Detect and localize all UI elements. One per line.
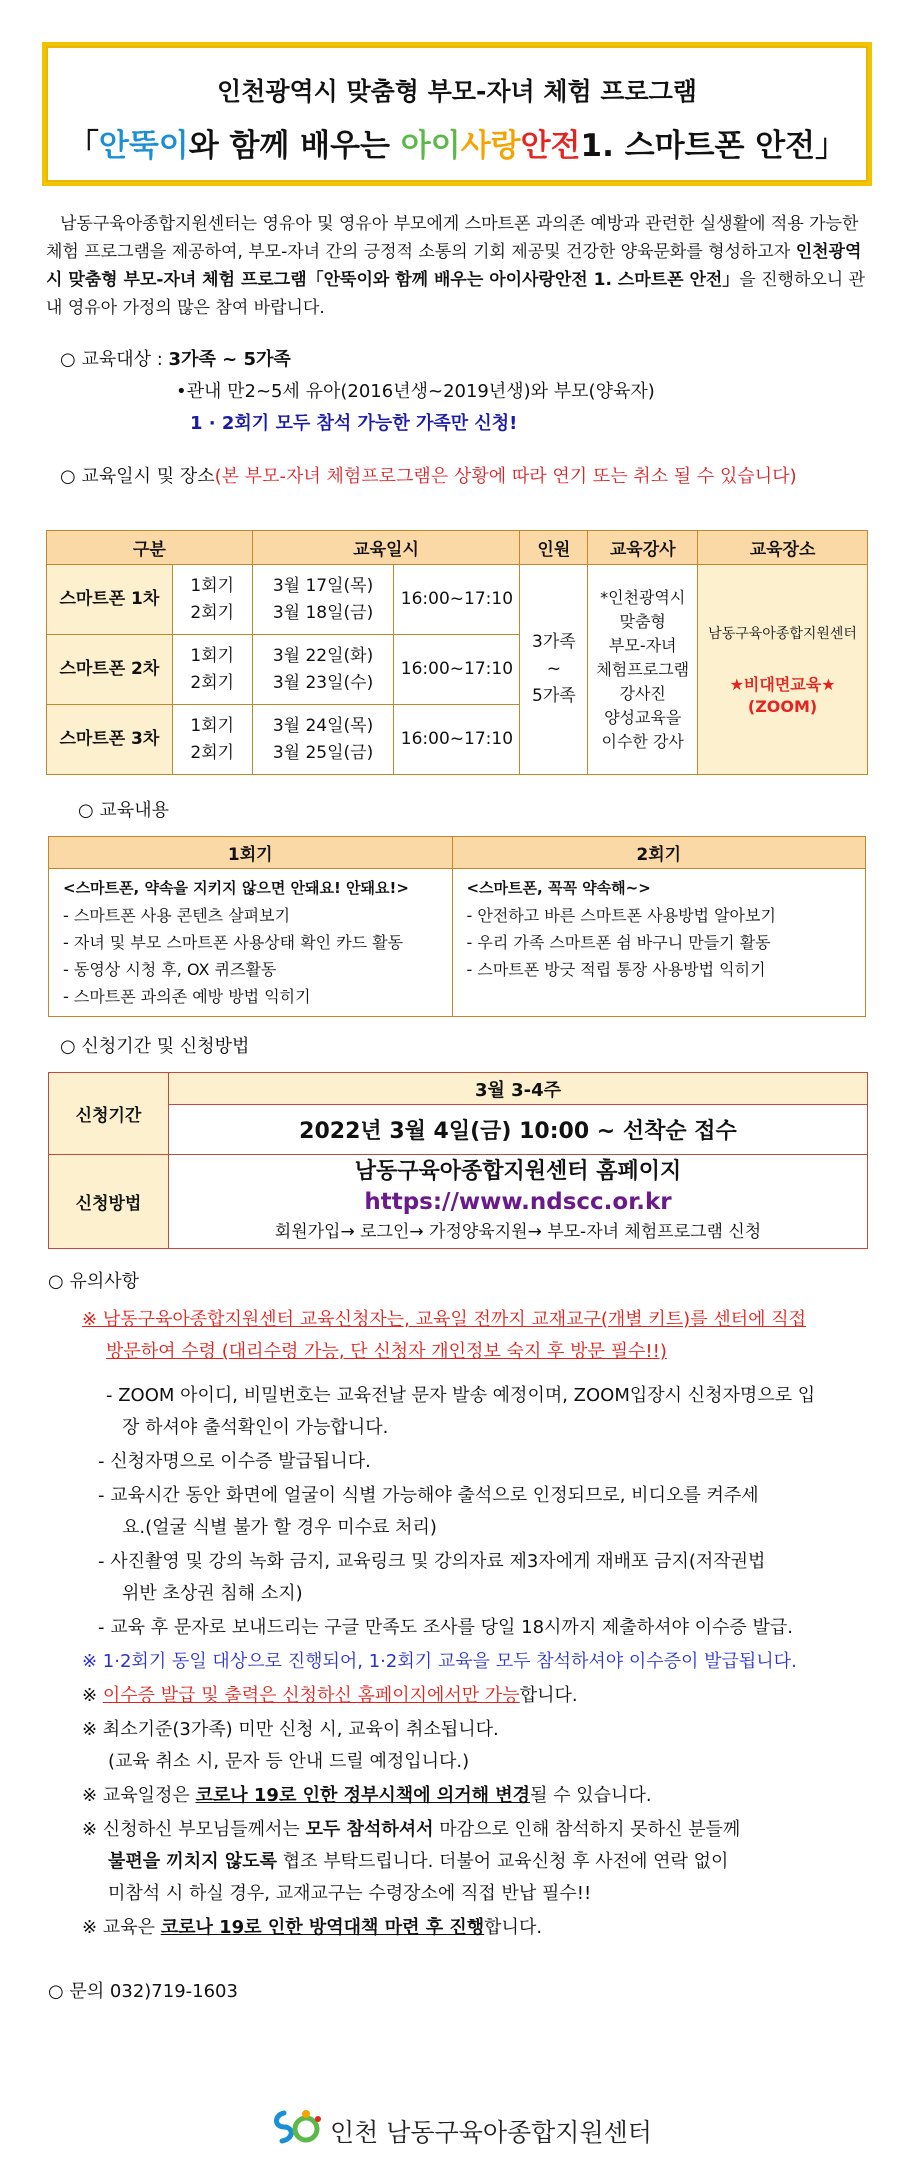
- list-item: - 동영상 시청 후, OX 퀴즈활동: [63, 960, 277, 979]
- instructor-line: 부모-자녀: [608, 635, 677, 655]
- schedule-header-row: [47, 531, 868, 565]
- list-item: - 자녀 및 부모 스마트폰 사용상태 확인 카드 활동: [63, 933, 404, 952]
- target-value: 3가족 ~ 5가족: [168, 349, 291, 370]
- schedule-header-venue: 교육장소: [698, 531, 868, 565]
- datetime-note: (본 부모-자녀 체험프로그램은 상황에 따라 연기 또는 취소 될 수 있습니다): [214, 466, 797, 487]
- apply-period-week: 3월 3-4주: [169, 1073, 868, 1105]
- note-schedule-underline: 코로나 19로 인한 정부시책에 의거해 변경: [195, 1785, 531, 1806]
- content-session2-title: <스마트폰, 꼭꼭 약속해~>: [466, 879, 651, 897]
- note-video-line1: - 교육시간 동안 화면에 얼굴이 식별 가능해야 출석으로 인정되므로, 비디오를 켜주세: [98, 1485, 759, 1506]
- instructor-line: 맞춤형: [619, 611, 666, 631]
- intro-bold: 인천광역시 맞춤형 부모-자녀 체험 프로그램「안뚝이와 함께 배우는 아이사랑안전 1. 스마트폰 안전」: [46, 242, 862, 290]
- center-logo-icon: [270, 2105, 326, 2149]
- session-label: 2회기: [190, 742, 235, 763]
- title-name-tail: 1. 스마트폰 안전」: [580, 128, 847, 164]
- schedule-row-dates: [252, 635, 394, 705]
- schedule-row-sessions: [172, 705, 252, 775]
- target-label: 교육대상 :: [81, 349, 163, 370]
- schedule-header-people: 인원: [520, 531, 588, 565]
- schedule-row-dates: [252, 705, 394, 775]
- instructor-line: 체험프로그램: [596, 659, 690, 679]
- apply-label: ○ 신청기간 및 신청방법: [60, 1036, 250, 1057]
- title-open-bracket: 「: [67, 128, 99, 164]
- note-kit-line2: [106, 1336, 667, 1368]
- contact-info: ○ 문의 032)719-1603: [48, 1981, 238, 2002]
- schedule-header-datetime: 교육일시: [252, 531, 520, 565]
- target-note: 1 · 2회기 모두 참석 가능한 가족만 신청!: [190, 413, 518, 434]
- note-cert-print-tail: 합니다.: [519, 1685, 578, 1706]
- people-max: 5가족: [532, 686, 576, 706]
- note-minimum-line2: (교육 취소 시, 문자 등 안내 드릴 예정입니다.): [108, 1751, 470, 1772]
- venue-mode: ★비대면교육★: [729, 675, 836, 694]
- notes-label: ○ 유의사항: [48, 1271, 139, 1292]
- apply-method: [169, 1155, 868, 1249]
- session-date: 3월 17일(목): [272, 575, 374, 596]
- target-bullet: ○: [60, 349, 76, 370]
- content-header-session1: 1회기: [49, 837, 453, 869]
- schedule-row-name: 스마트폰 3차: [47, 705, 173, 775]
- note-zoom-line1: - ZOOM 아이디, 비밀번호는 교육전날 문자 발송 예정이며, ZOOM입장시 신청자명으로 입: [106, 1385, 816, 1406]
- schedule-header-category: 구분: [47, 531, 253, 565]
- title-name-orange: 사랑: [460, 128, 521, 164]
- session-label: 1회기: [190, 645, 235, 666]
- schedule-header-instructor: 교육강사: [588, 531, 698, 565]
- homepage-link[interactable]: https://www.ndscc.or.kr: [364, 1188, 672, 1215]
- people-min: 3가족: [532, 632, 576, 652]
- people-sep: ~: [546, 659, 561, 679]
- apply-table: [48, 1072, 868, 1249]
- note-mark: ※: [82, 1685, 98, 1706]
- content-header-session2: 2회기: [452, 837, 866, 869]
- list-item: - 우리 가족 스마트폰 쉼 바구니 만들기 활동: [466, 933, 771, 952]
- footer-org-name: 인천 남동구육아종합지원센터: [330, 2118, 652, 2147]
- note-attend-bold: 모두 참석하셔서: [305, 1819, 434, 1840]
- session-label: 2회기: [190, 672, 235, 693]
- session-label: 1회기: [190, 575, 235, 596]
- note-copyright-line1: - 사진촬영 및 강의 녹화 금지, 교육링크 및 강의자료 제3자에게 재배포 금지(저작권법: [98, 1551, 766, 1572]
- instructor-line: 이수한 강사: [601, 731, 684, 751]
- apply-method-row: [49, 1155, 868, 1249]
- note-covid-tail: 합니다.: [484, 1917, 543, 1938]
- content-label: ○ 교육내용: [78, 800, 169, 821]
- schedule-row-sessions: [172, 635, 252, 705]
- target-line: [60, 345, 291, 371]
- content-header-row: [49, 837, 866, 869]
- note-attend-line2: [108, 1846, 728, 1878]
- intro-part2: 을 진행하오니 관내 영유아 가정의 많은 참여 바랍니다.: [46, 270, 866, 318]
- schedule-row-time: 16:00~17:10: [394, 635, 520, 705]
- note-survey: - 교육 후 문자로 보내드리는 구글 만족도 조사를 당일 18시까지 제출하셔야 이수증 발급.: [98, 1617, 793, 1638]
- list-item: - 스마트폰 사용 콘텐츠 살펴보기: [63, 906, 291, 925]
- apply-period-label: 신청기간: [49, 1073, 169, 1155]
- apply-period-main-row: [49, 1105, 868, 1155]
- datetime-label: ○ 교육일시 및 장소: [60, 466, 215, 487]
- schedule-row-name: 스마트폰 1차: [47, 565, 173, 635]
- title-line2: [46, 120, 868, 165]
- session-date: 3월 22일(화): [272, 645, 374, 666]
- session-date: 3월 25일(금): [272, 742, 374, 763]
- instructor-line: *인천광역시: [600, 587, 686, 607]
- note-copyright-line2: 위반 초상권 침해 소지): [122, 1583, 303, 1604]
- title-name-red: 안전: [520, 128, 581, 164]
- title-name-blue: 안뚝이: [98, 128, 189, 164]
- schedule-table: [46, 530, 868, 775]
- content-body-row: [49, 869, 866, 1017]
- intro-paragraph: [46, 210, 872, 322]
- note-attend-line1: [82, 1814, 740, 1846]
- session-date: 3월 23일(수): [272, 672, 374, 693]
- note-kit-line1: [82, 1304, 806, 1336]
- schedule-row-sessions: [172, 565, 252, 635]
- apply-steps: 회원가입→ 로그인→ 가정양육지원→ 부모-자녀 체험프로그램 신청: [274, 1221, 762, 1242]
- list-item: - 안전하고 바른 스마트폰 사용방법 알아보기: [466, 906, 776, 925]
- schedule-row-time: 16:00~17:10: [394, 705, 520, 775]
- note-schedule-pre: ※ 교육일정은: [82, 1785, 196, 1806]
- content-session2: [452, 869, 866, 1017]
- note-attend-tail: 마감으로 인해 참석하지 못하신 분들께: [433, 1819, 741, 1840]
- target-detail: •관내 만2~5세 유아(2016년생~2019년생)와 부모(양육자): [176, 381, 655, 402]
- note-covid-underline: 코로나 19로 인한 방역대책 마련 후 진행: [160, 1917, 485, 1938]
- content-session1-title: <스마트폰, 약속을 지키지 않으면 안돼요! 안돼요!>: [63, 879, 409, 897]
- note-video-line2: 요.(얼굴 식별 불가 할 경우 미수료 처리): [122, 1517, 437, 1538]
- note-attend-tail2: 협조 부탁드립니다. 더불어 교육신청 후 사전에 연락 없이: [277, 1851, 729, 1872]
- session-label: 2회기: [190, 602, 235, 623]
- note-covid-pre: ※ 교육은: [82, 1917, 161, 1938]
- note-schedule-tail: 될 수 있습니다.: [530, 1785, 652, 1806]
- title-name-green: 아이: [400, 128, 461, 164]
- session-date: 3월 24일(목): [272, 715, 374, 736]
- content-table: [48, 836, 866, 1017]
- note-attendance: ※ 1·2회기 동일 대상으로 진행되어, 1·2회기 교육을 모두 참석하셔야 이수증이 발급됩니다.: [82, 1651, 797, 1672]
- apply-period-date: 2022년 3월 4일(금) 10:00 ~ 선착순 접수: [169, 1105, 868, 1155]
- venue-zoom: (ZOOM): [747, 697, 818, 716]
- title-name-mid: 와 함께 배우는: [188, 128, 401, 164]
- intro-part1: 남동구육아종합지원센터는 영유아 및 영유아 부모에게 스마트폰 과의존 예방과 관련한 실생활에 적용 가능한 체험 프로그램을 제공하여, 부모-자녀 간의 긍정적 소통의 기회 제공및 건강한 양육문화를 형성하고자: [46, 214, 859, 262]
- note-zoom-line2: 장 하셔야 출석확인이 가능합니다.: [122, 1417, 389, 1438]
- datetime-line: [60, 462, 797, 488]
- footer: [270, 2105, 670, 2149]
- note-attend-line3: 미참석 시 하실 경우, 교재교구는 수령장소에 직접 반납 필수!!: [108, 1883, 592, 1904]
- schedule-row-time: 16:00~17:10: [394, 565, 520, 635]
- note-attend-bold2: 불편을 끼치지 않도록: [108, 1851, 278, 1872]
- table-row: [47, 565, 868, 635]
- session-date: 3월 18일(금): [272, 602, 374, 623]
- list-item: - 스마트폰 방긋 적립 통장 사용방법 익히기: [466, 960, 766, 979]
- note-cert-print: [82, 1680, 578, 1712]
- note-kit-text1: ※ 남동구육아종합지원센터 교육신청자는, 교육일 전까지 교재교구(개별 키트)를 센터에 직접: [82, 1309, 806, 1330]
- schedule-venue: [698, 565, 868, 775]
- title-line1: 인천광역시 맞춤형 부모-자녀 체험 프로그램: [217, 77, 697, 106]
- note-attend-pre: ※ 신청하신 부모님들께서는: [82, 1819, 306, 1840]
- note-cert-print-red: 이수증 발급 및 출력은 신청하신 홈페이지에서만 가능: [102, 1685, 520, 1706]
- venue-name: 남동구육아종합지원센터: [708, 626, 857, 642]
- schedule-instructor: [588, 565, 698, 775]
- note-cert-name: - 신청자명으로 이수증 발급됩니다.: [98, 1451, 371, 1472]
- note-minimum-line1: ※ 최소기준(3가족) 미만 신청 시, 교육이 취소됩니다.: [82, 1719, 499, 1740]
- note-covid: [82, 1912, 542, 1944]
- session-label: 1회기: [190, 715, 235, 736]
- note-kit-text2: 방문하여 수령 (대리수령 가능, 단 신청자 개인정보 숙지 후 방문 필수!!): [106, 1341, 667, 1362]
- instructor-line: 강사진: [619, 683, 666, 703]
- content-session1: [49, 869, 453, 1017]
- instructor-line: 양성교육을: [604, 707, 682, 727]
- schedule-row-name: 스마트폰 2차: [47, 635, 173, 705]
- title-box: [42, 42, 872, 186]
- apply-method-label: 신청방법: [49, 1155, 169, 1249]
- schedule-row-dates: [252, 565, 394, 635]
- apply-period-top-row: [49, 1073, 868, 1105]
- note-schedule-change: [82, 1780, 652, 1812]
- apply-method-title: 남동구육아종합지원센터 홈페이지: [354, 1158, 682, 1184]
- list-item: - 스마트폰 과의존 예방 방법 익히기: [63, 987, 311, 1006]
- schedule-people: [520, 565, 588, 775]
